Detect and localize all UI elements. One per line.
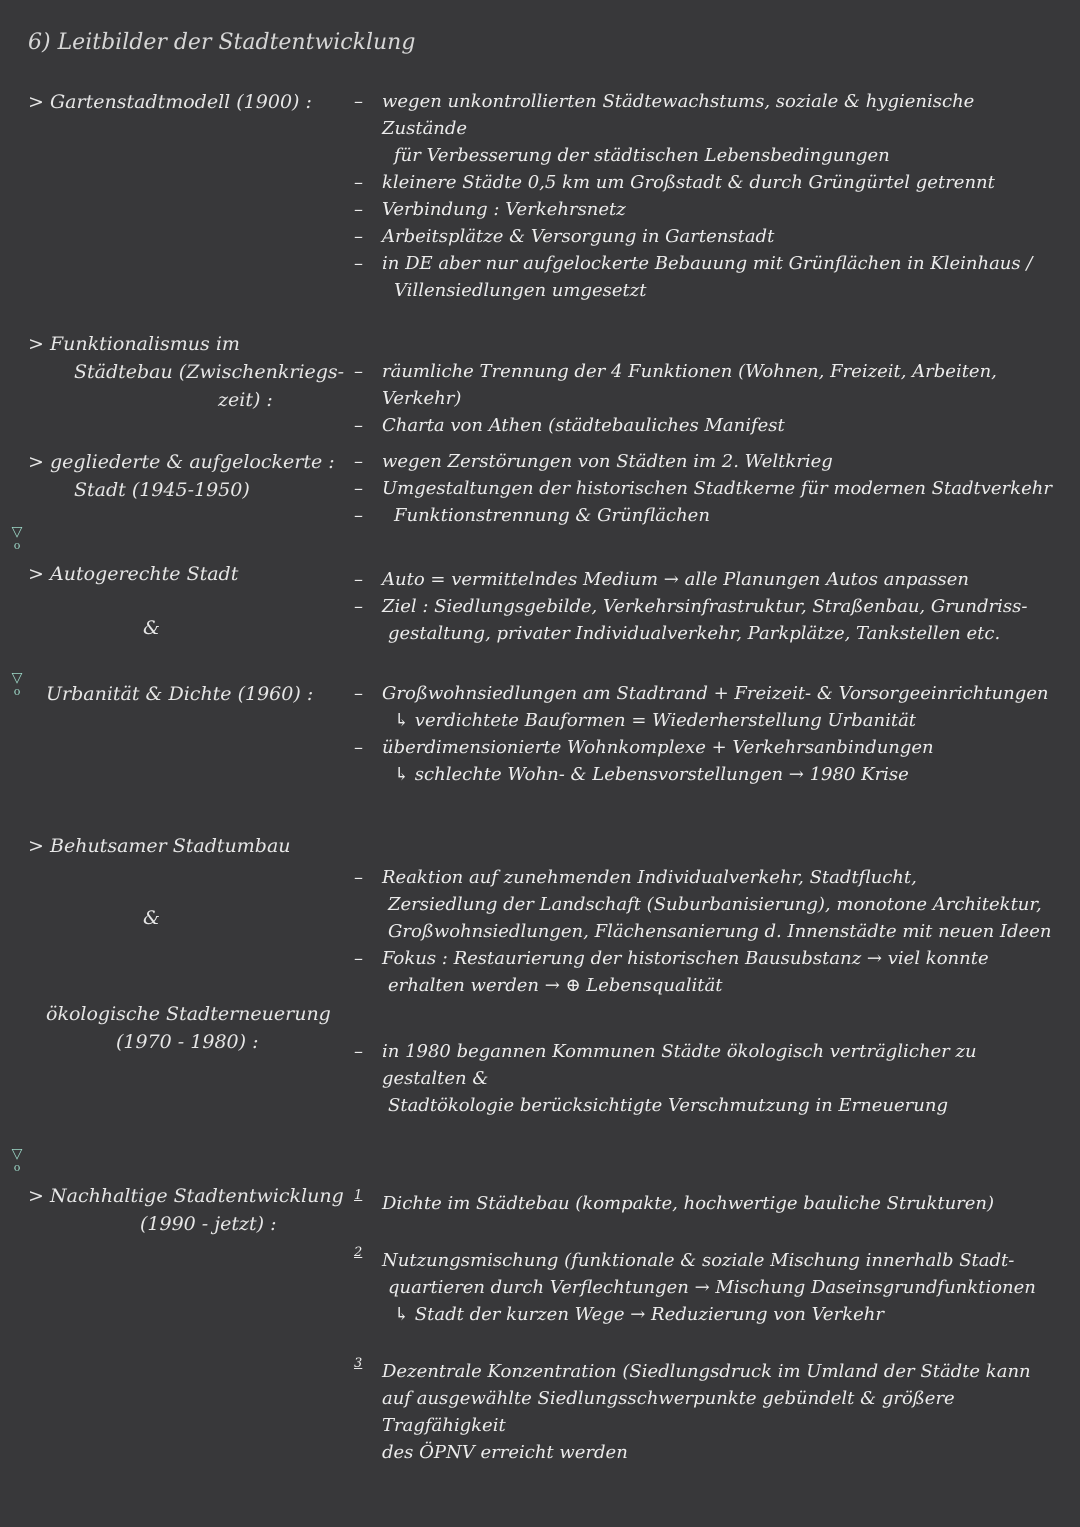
section-label: > Nachhaltige Stadtentwicklung (1990 - jetzt) :	[28, 1182, 348, 1238]
bullet-item: – Ziel : Siedlungsgebilde, Verkehrsinfrastruktur, Straßenbau, Grundriss- gestaltung, privater Individualverkehr, Parkplätze, Tankstellen etc.	[354, 596, 1028, 644]
bullet-item: – Großwohnsiedlungen am Stadtrand + Freizeit- & Vorsorgeeinrichtungen ↳ verdichtete Bauformen = Wiederherstellung Urbanität	[354, 683, 1049, 731]
bullet-list	[354, 566, 1054, 647]
section-label: > Funktionalismus im Städtebau (Zwischenkriegs- zeit) :	[28, 330, 348, 414]
arrow-icon: >	[28, 835, 44, 857]
bullet-list	[354, 88, 1054, 304]
bullet-item: – Charta von Athen (städtebauliches Manifest	[354, 415, 785, 436]
bullet-item: – Reaktion auf zunehmenden Individualverkehr, Stadtflucht, Zersiedlung der Landschaft (Suburbanisierung), monotone Architektur, Großwohnsiedlungen, Flächensanierung d. Innenstädte mit neuen Ideen	[354, 867, 1052, 942]
triangle-marker-icon: ▽ o	[11, 1146, 23, 1174]
bullet-list	[354, 448, 1054, 529]
arrow-icon: >	[28, 1185, 44, 1207]
bullet-item: – in 1980 begannen Kommunen Städte ökologisch verträglicher zu gestalten & Stadtökologie berücksichtigte Verschmutzung in Erneuerung	[354, 1041, 977, 1116]
bullet-item: – wegen Zerstörungen von Städten im 2. Weltkrieg	[354, 451, 833, 472]
bullet-list	[354, 864, 1054, 999]
bullet-item: – kleinere Städte 0,5 km um Großstadt & durch Grüngürtel getrennt	[354, 172, 995, 193]
triangle-marker-icon: ▽ o	[11, 670, 23, 698]
bullet-item: – Funktionstrennung & Grünflächen	[354, 505, 710, 526]
bullet-item: – überdimensionierte Wohnkomplexe + Verkehrsanbindungen ↳ schlechte Wohn- & Lebensvorstellungen → 1980 Krise	[354, 737, 934, 785]
section-label: > Autogerechte Stadt & Urbanität & Dichte (1960) :	[28, 560, 348, 708]
section-label: > Behutsamer Stadtumbau & ökologische Stadterneuerung (1970 - 1980) :	[28, 832, 348, 1056]
bullet-item: – wegen unkontrollierten Städtewachstums, soziale & hygienische Zustände für Verbesserung der städtischen Lebensbedingungen	[354, 91, 975, 166]
page-title: 6) Leitbilder der Stadtentwicklung	[28, 30, 416, 55]
section-label: > gegliederte & aufgelockerte : Stadt (1945-1950)	[28, 448, 348, 504]
bullet-item: – in DE aber nur aufgelockerte Bebauung mit Grünflächen in Kleinhaus / Villensiedlungen umgesetzt	[354, 253, 1033, 301]
bullet-item: – Fokus : Restaurierung der historischen Bausubstanz → viel konnte erhalten werden → ⊕ Lebensqualität	[354, 948, 989, 996]
bullet-item: – räumliche Trennung der 4 Funktionen (Wohnen, Freizeit, Arbeiten, Verkehr)	[354, 361, 997, 409]
numbered-item: 1 Dichte im Städtebau (kompakte, hochwertige bauliche Strukturen)	[354, 1188, 995, 1214]
numbered-item: 3 Dezentrale Konzentration (Siedlungsdruck im Umland der Städte kann auf ausgewählte Siedlungsschwerpunkte gebündelt & größere Tragfähigkeit des ÖPNV erreicht werden	[354, 1356, 1031, 1463]
arrow-icon: >	[28, 451, 44, 473]
numbered-item: 2 Nutzungsmischung (funktionale & soziale Mischung innerhalb Stadt- quartieren durch Verflechtungen → Mischung Daseinsgrundfunktionen ↳ Stadt der kurzen Wege → Reduzierung von Verkehr	[354, 1245, 1036, 1325]
bullet-list	[354, 358, 1054, 439]
bullet-list	[354, 1038, 1054, 1119]
numbered-list	[354, 1190, 1054, 1466]
section-label: > Gartenstadtmodell (1900) :	[28, 88, 348, 116]
arrow-icon: >	[28, 333, 44, 355]
bullet-item: – Arbeitsplätze & Versorgung in Gartenstadt	[354, 226, 775, 247]
bullet-item: – Verbindung : Verkehrsnetz	[354, 199, 626, 220]
arrow-icon: >	[28, 91, 44, 113]
triangle-marker-icon: ▽ o	[11, 524, 23, 552]
bullet-item: – Auto = vermittelndes Medium → alle Planungen Autos anpassen	[354, 569, 969, 590]
arrow-icon: >	[28, 563, 44, 585]
bullet-list	[354, 680, 1054, 788]
bullet-item: – Umgestaltungen der historischen Stadtkerne für modernen Stadtverkehr	[354, 478, 1052, 499]
